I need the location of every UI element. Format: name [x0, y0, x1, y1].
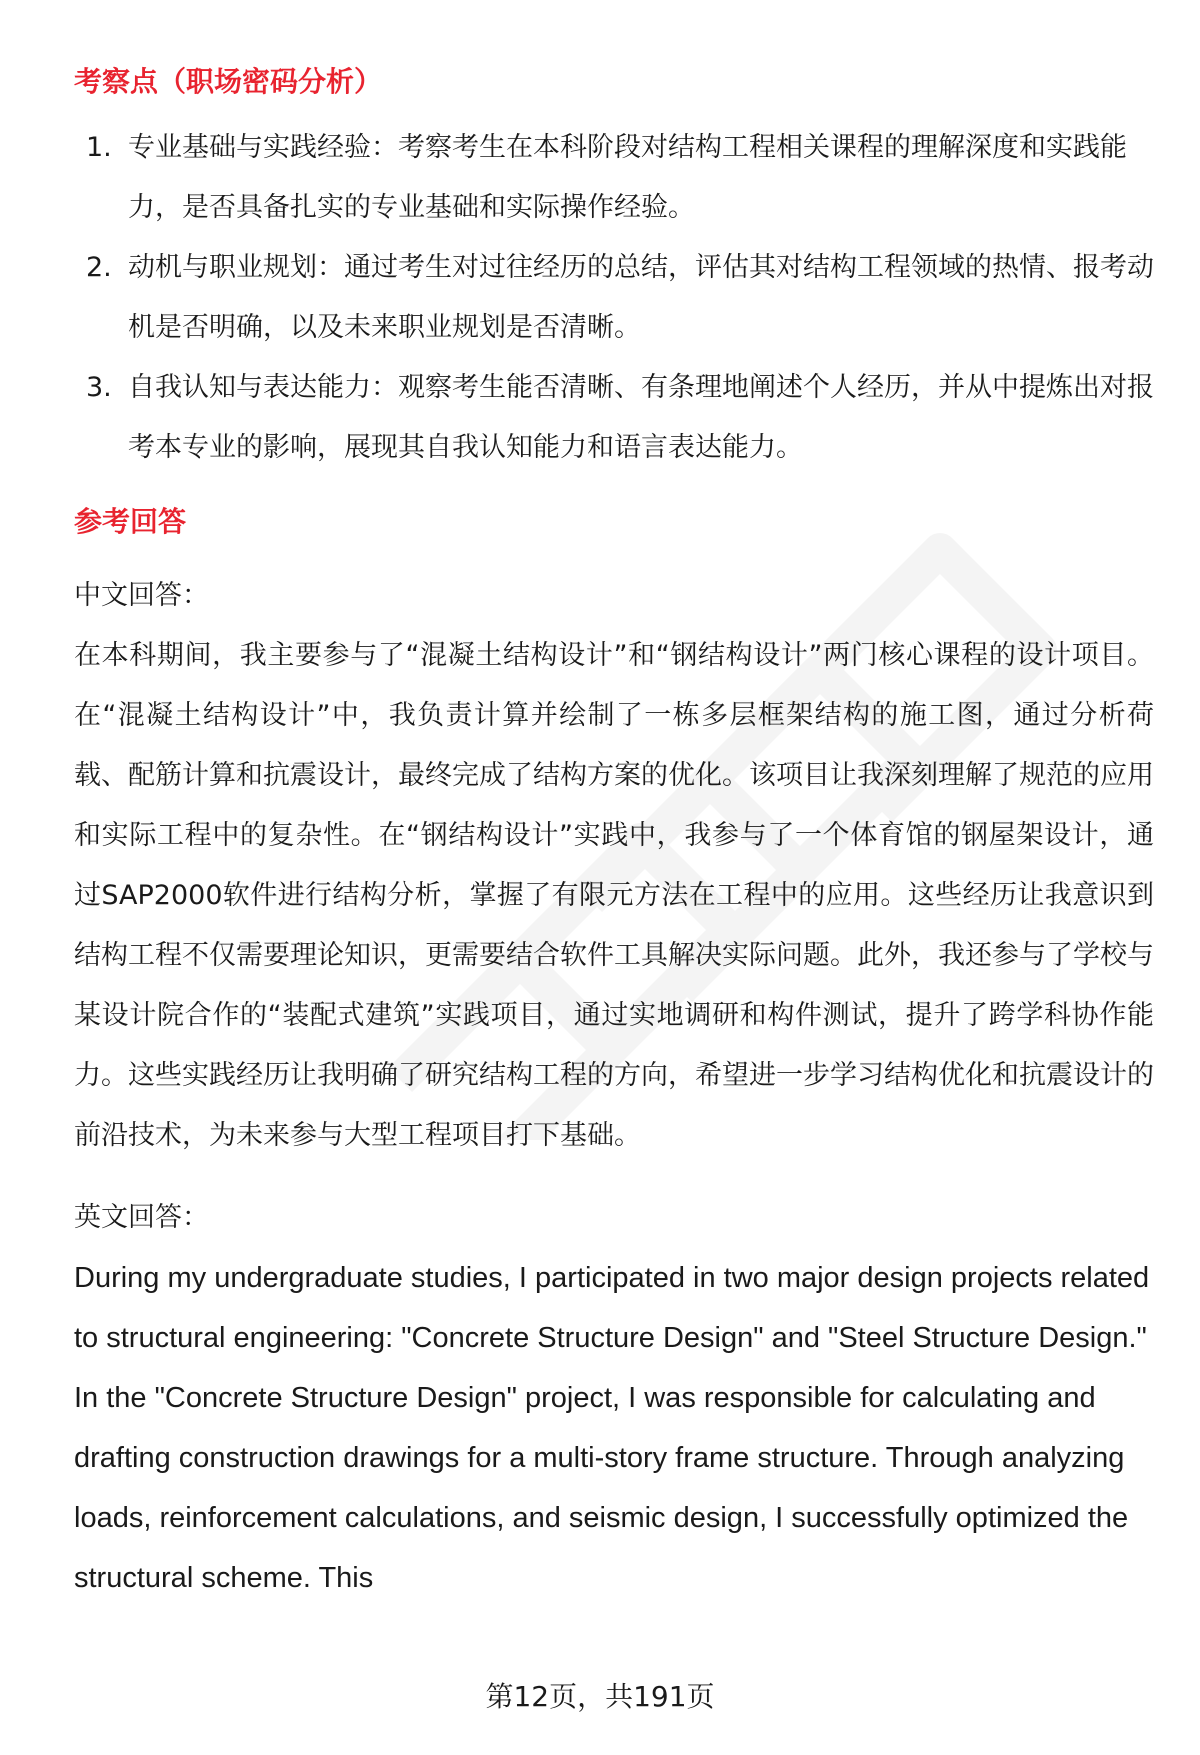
- reference-answer-heading: 参考回答: [74, 505, 187, 538]
- list-item: [74, 118, 1154, 238]
- list-item-text: 专业基础与实践经验：考察考生在本科阶段对结构工程相关课程的理解深度和实践能力，是否具备扎实的专业基础和实际操作经验。: [128, 132, 1127, 223]
- page-footer: 第12页，共191页: [485, 1680, 715, 1713]
- exam-points-heading: 考察点（职场密码分析）: [74, 65, 383, 98]
- list-item-text: 自我认知与表达能力：观察考生能否清晰、有条理地阐述个人经历，并从中提炼出对报考本专业的影响，展现其自我认知能力和语言表达能力。: [128, 372, 1154, 463]
- english-answer-text: During my undergraduate studies, I participated in two major design projects related to structural engineering: "Concrete Structure Design" and "Steel Structure Design." In the "Concrete Structure Design" project, I was responsible for calculating and drafting construction drawings for a multi-story frame structure. Through analyzing loads, reinforcement calculations, and seismic design, I successfully optimized the structural scheme. This: [74, 1262, 1150, 1594]
- chinese-answer-label: 中文回答：: [74, 580, 209, 611]
- list-item: [74, 358, 1154, 478]
- chinese-answer-text: 在本科期间，我主要参与了“混凝土结构设计”和“钢结构设计”两门核心课程的设计项目。在“混凝土结构设计”中，我负责计算并绘制了一栋多层框架结构的施工图，通过分析荷载、配筋计算和抗震设计，最终完成了结构方案的优化。该项目让我深刻理解了规范的应用和实际工程中的复杂性。在“钢结构设计”实践中，我参与了一个体育馆的钢屋架设计，通过SAP2000软件进行结构分析，掌握了有限元方法在工程中的应用。这些经历让我意识到结构工程不仅需要理论知识，更需要结合软件工具解决实际问题。此外，我还参与了学校与某设计院合作的“装配式建筑”实践项目，通过实地调研和构件测试，提升了跨学科协作能力。这些实践经历让我明确了研究结构工程的方向，希望进一步学习结构优化和抗震设计的前沿技术，为未来参与大型工程项目打下基础。: [74, 640, 1154, 1151]
- list-item-text: 动机与职业规划：通过考生对过往经历的总结，评估其对结构工程领域的热情、报考动机是否明确，以及未来职业规划是否清晰。: [128, 252, 1154, 343]
- exam-points-list: [74, 118, 1154, 478]
- english-answer-label: 英文回答：: [74, 1202, 209, 1233]
- list-item-number: 1.: [86, 132, 112, 163]
- main-content: [74, 52, 1154, 1608]
- list-item-number: 2.: [86, 252, 112, 283]
- list-item: [74, 238, 1154, 358]
- list-item-number: 3.: [86, 372, 112, 403]
